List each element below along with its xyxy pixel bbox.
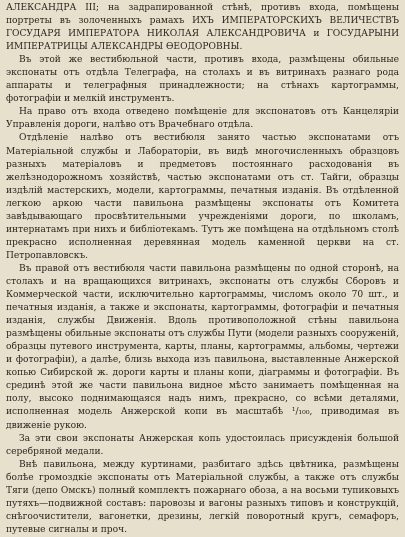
paragraph-3: На право отъ входа отведено помѣщеніе для экспонатовъ отъ Канцеляріи Управленія дороги, налѣво отъ Врачебнаго отдѣла. <box>6 107 399 131</box>
paragraph-2: Въ этой же вестибюльной части, противъ входа, размѣщены обильные экспонаты отъ отдѣла Телеграфа, на столахъ и въ витринахъ разнаго рода аппараты и телеграфныя принадлежности; на стѣнахъ картограммы, фотографіи и мелкій инструментъ. <box>6 55 399 105</box>
paragraph-6: За эти свои экспонаты Анжерская копь удостоилась присужденія большой серебряной медали. <box>6 433 399 457</box>
paragraph-7: Внѣ павильона, между куртинами, разбитаго здѣсь цвѣтника, размѣщены болѣе громоздкіе экспонаты отъ Матеріальной службы, а также отъ службы Тяги (депо Омскъ) полный комплектъ пожарнаго обоза, а на восьми тупиковыхъ путяхъ—подвижной составъ: паровозы и вагоны разныхъ типовъ и конструкцій, снѣгоочистители, вагонетки, дрезины, легкій поворотный кругъ, семафоръ, путевые сигналы и проч. <box>6 459 399 535</box>
paragraph-4: Отдѣленіе налѣво отъ вестибюля занято частью экспонатами отъ Матеріальной службы и Лабораторіи, въ видѣ многочисленныхъ образцовъ разныхъ матеріаловъ и предметовъ постояннаго расходованія въ желѣзнодорожномъ хозяйствѣ, частью экспонатами отъ ст. Тайги, образцы издѣлій мастерскихъ, модели, картограммы, печатныя изданія. Въ отдѣленной легкою аркою части павильона размѣщены экспонаты отъ Комитета завѣдывающаго просвѣтительными учрежденіями дороги, по школамъ, интернатамъ при нихъ и библіотекамъ. Тутъ же помѣщена на отдѣльномъ столѣ прекрасно исполненная деревянная модель каменной церкви на ст. Петропавловскъ. <box>6 133 399 261</box>
paragraph-5: Въ правой отъ вестибюля части павильона размѣщены по одной сторонѣ, на столахъ и на вращающихся витринахъ, экспонаты отъ службы Сборовъ и Коммерческой части, исключительно картограммы, числомъ около 70 шт., и печатныя изданія, а также и экспонаты, картограммы, фотографіи и печатныя изданія, службы Движенія. Вдоль противоположной стѣны павильона размѣщены обильные экспонаты отъ службы Пути (модели разныхъ сооруженій, образцы путевого инструмента, карты, планы, картограммы, альбомы, чертежи и фотографіи), а далѣе, близь выхода изъ павильона, выставленные Анжерской копью Сибирской ж. дороги карты и планы копи, діаграммы и фотографіи. Въ срединѣ этой же части павильона видное мѣсто занимаетъ помѣщенная на полу, высоко поднимающаяся надъ нимъ, прекрасно, со всѣми деталями, исполненная модель Анжерской копи въ масштабѣ ¹/₁₀₀, приводимая въ движеніе рукою. <box>6 263 399 431</box>
paragraph-1: АЛЕКСАНДРА III; на задрапированной стѣнѣ, противъ входа, помѣщены портреты въ золоченныхъ рамахъ ИХЪ ИМПЕРАТОРСКИХЪ ВЕЛИЧЕСТВЪ ГОСУДАРЯ ИМПЕРАТОРА НИКОЛАЯ АЛЕКСАНДРОВИЧА и ГОСУДАРЫНИ ИМПЕРАТРИЦЫ АЛЕКСАНДРЫ ѲЕОДОРОВНЫ. <box>6 3 399 53</box>
document-page <box>6 2 399 535</box>
